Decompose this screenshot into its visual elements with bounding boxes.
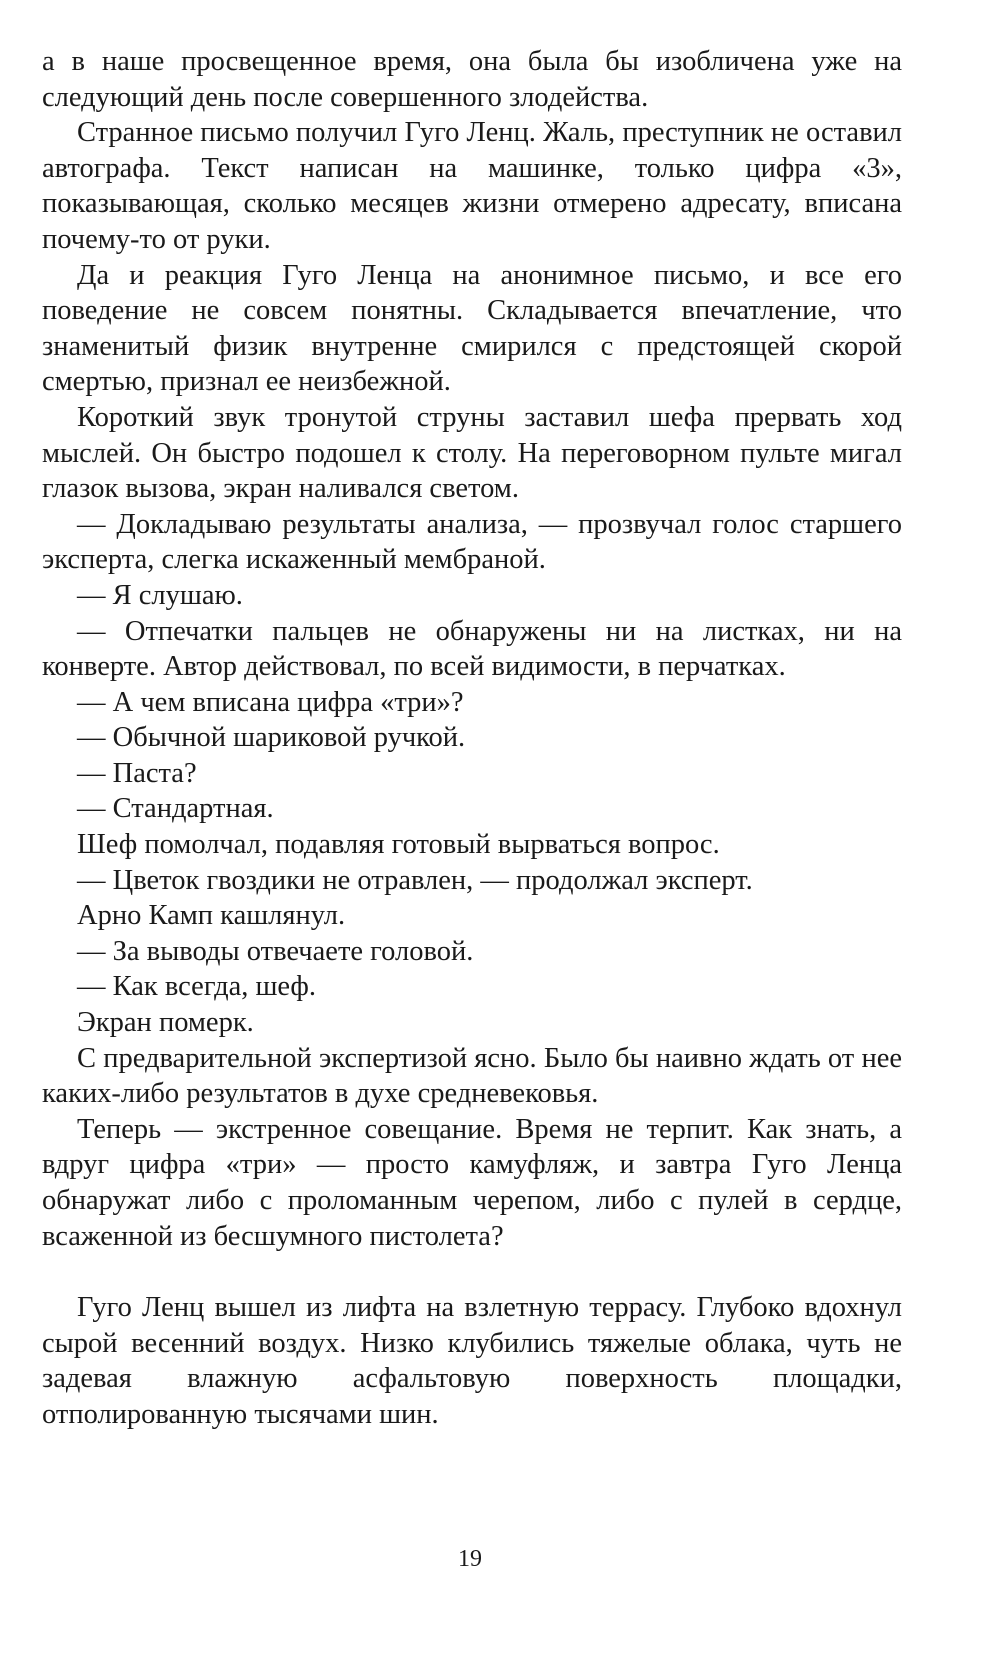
paragraph: Шеф помолчал, подавляя готовый вырваться вопрос.	[77, 829, 720, 861]
paragraph: — Я слушаю.	[77, 579, 243, 611]
paragraph: — Стандартная.	[77, 793, 274, 825]
paragraph: — Отпечатки пальцев не обнаружены ни на листках, ни на конверте. Автор действовал, по всей видимости, в перчатках.	[42, 615, 902, 683]
text-section-1	[42, 44, 902, 1254]
paragraph: — Как всегда, шеф.	[77, 971, 317, 1003]
paragraph: — А чем вписана цифра «три»?	[77, 686, 464, 718]
paragraph: — Докладываю результаты анализа, — прозвучал голос старшего эксперта, слегка искаженный мембраной.	[42, 508, 902, 576]
page-number: 19	[458, 1546, 482, 1572]
paragraph: — Паста?	[77, 757, 197, 789]
body-text	[42, 44, 902, 1433]
paragraph: — Обычной шариковой ручкой.	[77, 722, 466, 754]
paragraph: Экран померк.	[77, 1007, 254, 1039]
paragraph: — Цветок гвоздики не отравлен, — продолжал эксперт.	[77, 864, 753, 896]
paragraph: Гуго Ленц вышел из лифта на взлетную террасу. Глубоко вдохнул сырой весенний воздух. Низко клубились тяжелые облака, чуть не задевая влажную асфальтовую поверхность площадки, отполированную тысячами шин.	[42, 1292, 902, 1430]
section-break	[42, 1254, 902, 1290]
paragraph: Странное письмо получил Гуго Ленц. Жаль, преступник не оставил автографа. Текст написан на машинке, только цифра «3», показывающая, сколько месяцев жизни отмерено адресату, вписана почему-то от руки.	[42, 117, 902, 255]
paragraph: Да и реакция Гуго Ленца на анонимное письмо, и все его поведение не совсем понятны. Складывается впечатление, что знаменитый физик внутренне смирился с предстоящей скорой смертью, признал ее неизбежной.	[42, 259, 902, 398]
paragraph: — За выводы отвечаете головой.	[77, 935, 474, 967]
paragraph: Теперь — экстренное совещание. Время не терпит. Как знать, а вдруг цифра «три» — просто камуфляж, и завтра Гуго Ленца обнаружат либо с проломанным черепом, либо с пулей в сердце, всаженной из бесшумного пистолета?	[42, 1113, 902, 1252]
paragraph: С предварительной экспертизой ясно. Было бы наивно ждать от нее каких-либо результатов в духе средневековья.	[42, 1042, 902, 1110]
text-section-2	[42, 1290, 902, 1432]
paragraph: Короткий звук тронутой струны заставил шефа прервать ход мыслей. Он быстро подошел к столу. На переговорном пульте мигал глазок вызова, экран наливался светом.	[42, 401, 902, 505]
paragraph: а в наше просвещенное время, она была бы изобличена уже на следующий день после совершенного злодейства.	[42, 46, 902, 113]
paragraph: Арно Камп кашлянул.	[77, 900, 346, 932]
